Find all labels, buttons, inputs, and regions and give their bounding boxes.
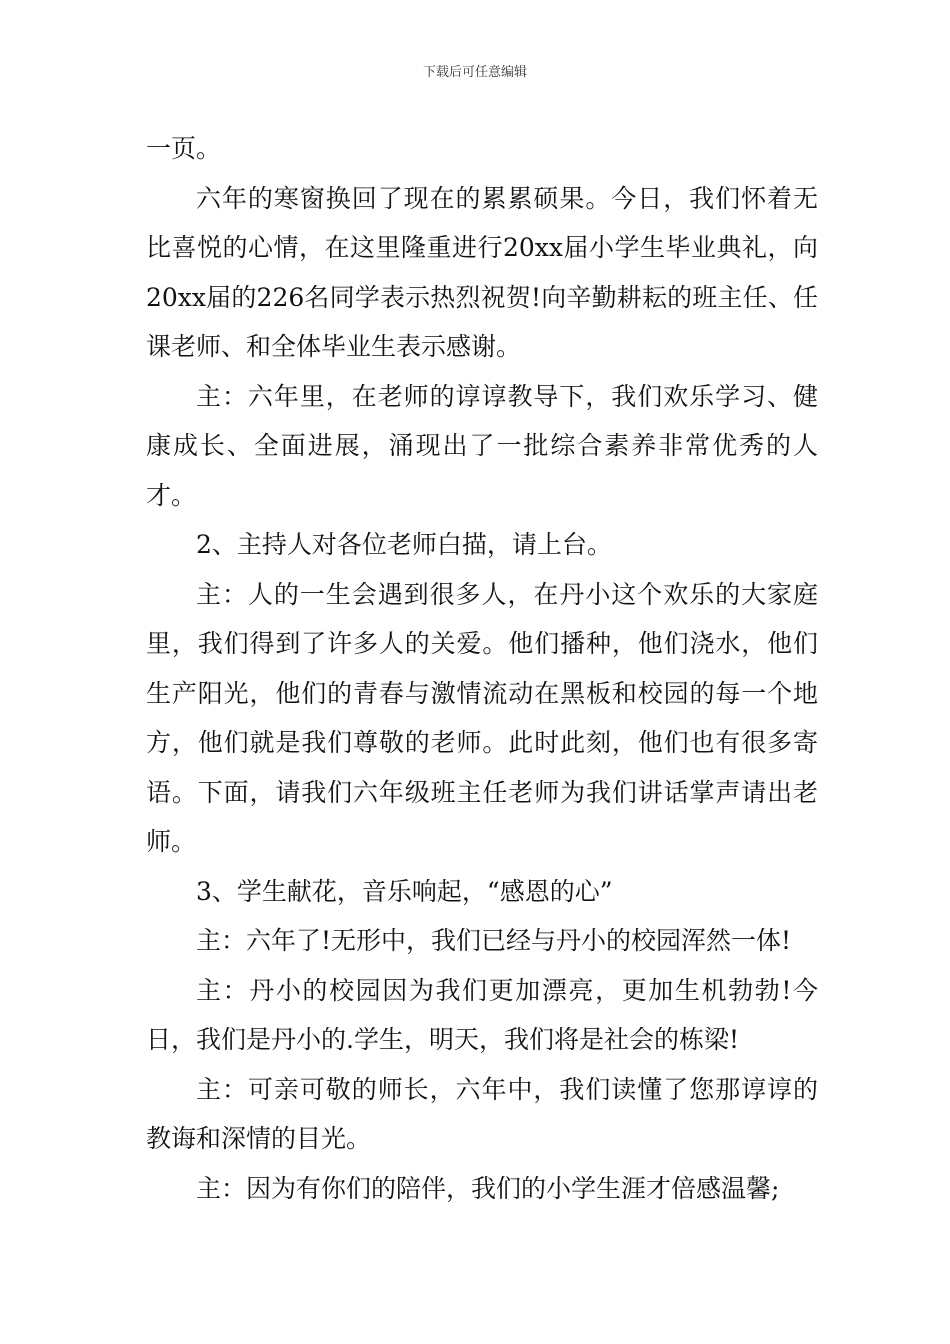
paragraph-host-5: 主：可亲可敬的师长，六年中，我们读懂了您那谆谆的教诲和深情的目光。 xyxy=(146,1074,818,1153)
paragraph-host-6: 主：因为有你们的陪伴，我们的小学生涯才倍感温馨; xyxy=(196,1173,780,1203)
document-body xyxy=(146,124,818,1213)
paragraph-opening: 六年的寒窗换回了现在的累累硕果。今日，我们怀着无比喜悦的心情，在这里隆重进行20xx届小学生毕业典礼，向20xx届的226名同学表示热烈祝贺!向辛勤耕耘的班主任、任课老师、和全体毕业生表示感谢。 xyxy=(146,183,818,361)
paragraph-host-1: 主：六年里，在老师的谆谆教导下，我们欢乐学习、健康成长、全面进展，涌现出了一批综合素养非常优秀的人才。 xyxy=(146,381,818,510)
paragraph-step-3: 3、学生献花，音乐响起，“感恩的心” xyxy=(196,876,613,906)
paragraph-host-3: 主：六年了!无形中，我们已经与丹小的校园浑然一体! xyxy=(196,926,792,955)
page-header: 下载后可任意编辑 xyxy=(422,65,527,80)
paragraph-host-2: 主：人的一生会遇到很多人，在丹小这个欢乐的大家庭里，我们得到了许多人的关爱。他们播种，他们浇水，他们生产阳光，他们的青春与激情流动在黑板和校园的每一个地方，他们就是我们尊敬的老师。此时此刻，他们也有很多寄语。下面，请我们六年级班主任老师为我们讲话掌声请出老师。 xyxy=(146,579,818,856)
paragraph-continuation: 一页。 xyxy=(146,134,222,163)
paragraph-host-4: 主：丹小的校园因为我们更加漂亮，更加生机勃勃!今日，我们是丹小的.学生，明天，我们将是社会的栋梁! xyxy=(146,975,818,1054)
paragraph-step-2: 2、主持人对各位老师白描，请上台。 xyxy=(196,530,612,559)
